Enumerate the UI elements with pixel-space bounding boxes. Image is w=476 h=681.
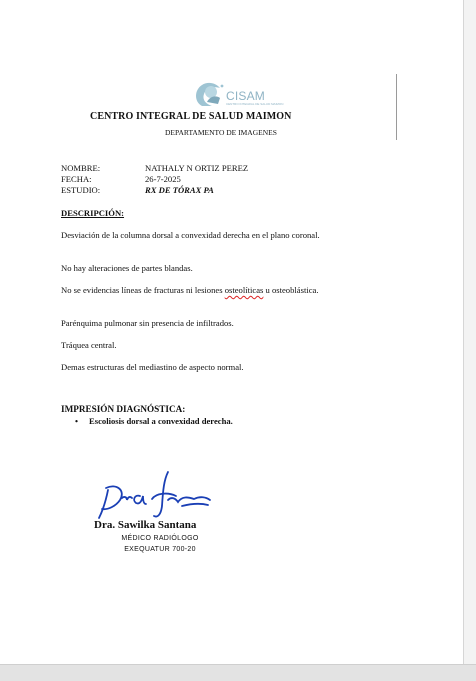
study-value: RX DE TÓRAX PA	[145, 185, 214, 195]
name-value: NATHALY N ORTIZ PEREZ	[145, 163, 249, 173]
doctor-title: MÉDICO RADIÓLOGO	[121, 535, 199, 542]
list-item	[75, 416, 233, 426]
paragraph-text: u osteoblástica.	[263, 285, 319, 295]
date-value: 26-7-2025	[145, 174, 181, 184]
description-paragraph: No hay alteraciones de partes blandas.	[61, 263, 193, 273]
paragraph-text: No se evidencias líneas de fracturas ni lesiones	[61, 285, 225, 295]
impression-heading: IMPRESIÓN DIAGNÓSTICA:	[61, 404, 186, 414]
margin-marker	[396, 74, 397, 140]
doctor-name: Dra. Sawilka Santana	[94, 519, 197, 531]
vertical-scrollbar[interactable]	[463, 0, 476, 664]
date-label: FECHA:	[61, 174, 92, 184]
bullet-icon: •	[75, 416, 79, 426]
impression-item: Escoliosis dorsal a convexidad derecha.	[89, 416, 233, 426]
description-paragraph	[61, 285, 361, 296]
horizontal-scrollbar[interactable]	[0, 664, 476, 681]
doctor-exequatur: EXEQUATUR 700-20	[124, 546, 196, 553]
logo-subtext: CENTRO INTEGRAL DE SALUD MAIMON	[226, 102, 284, 106]
description-paragraph: Tráquea central.	[61, 340, 117, 350]
description-paragraph: Demas estructuras del mediastino de aspecto normal.	[61, 362, 244, 372]
logo-text: CISAM	[226, 89, 266, 103]
signature-image	[94, 466, 214, 524]
description-paragraph: Parénquima pulmonar sin presencia de infiltrados.	[61, 318, 234, 328]
description-paragraph: Desviación de la columna dorsal a convexidad derecha en el plano coronal.	[61, 230, 320, 240]
organization-title: CENTRO INTEGRAL DE SALUD MAIMON	[90, 111, 292, 122]
study-label: ESTUDIO:	[61, 185, 101, 195]
description-heading: DESCRIPCIÓN:	[61, 208, 125, 218]
name-label: NOMBRE:	[61, 163, 101, 173]
spellcheck-flagged-word[interactable]: osteolíticas	[224, 285, 264, 295]
department-name: DEPARTAMENTO DE IMAGENES	[165, 128, 277, 137]
